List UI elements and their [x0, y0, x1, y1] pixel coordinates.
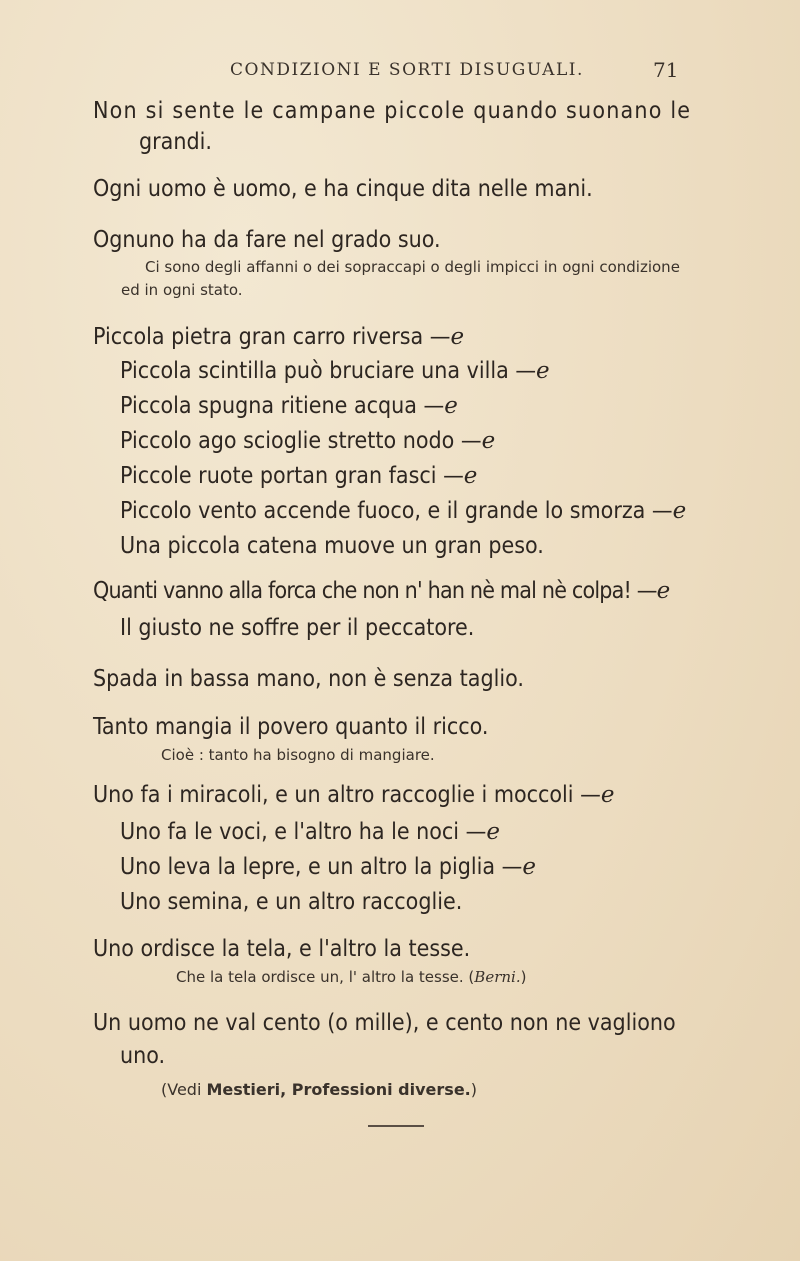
- proverb-line: [120, 821, 500, 844]
- variant-mark: e: [522, 854, 536, 880]
- header-title: CONDIZIONI E SORTI DISUGUALI.: [230, 60, 584, 80]
- variant-mark: e: [536, 358, 550, 384]
- reference-title: Mestieri, Professioni diverse.: [206, 1080, 471, 1099]
- note-text: ): [470, 1080, 477, 1099]
- note-line: Ci sono degli affanni o dei sopraccapi o degli impicci in ogni condizione: [145, 258, 680, 276]
- variant-mark: e: [600, 782, 615, 808]
- proverb-text: Uno fa i miracoli, e un altro raccoglie i moccoli —: [93, 782, 601, 808]
- proverb-line: Il giusto ne soffre per il peccatore.: [120, 615, 475, 641]
- proverb-line: Un uomo ne val cento (o mille), e cento non ne vagliono: [93, 1010, 676, 1036]
- proverb-text: Uno leva la lepre, e un altro la piglia —: [120, 854, 523, 880]
- proverb-text: Piccolo vento accende fuoco, e il grande lo smorza —: [120, 498, 673, 524]
- proverb-line: Ogni uomo è uomo, e ha cinque dita nelle mani.: [93, 176, 593, 202]
- proverb-line: Ognuno ha da fare nel grado suo.: [93, 227, 441, 253]
- proverb-text: Piccola pietra gran carro riversa —: [93, 324, 451, 350]
- cross-reference: [161, 1082, 477, 1098]
- note-line: ed in ogni stato.: [121, 281, 243, 299]
- variant-mark: e: [656, 578, 670, 604]
- running-header: [0, 60, 800, 90]
- proverb-line: [120, 430, 495, 453]
- proverb-line: [93, 580, 669, 603]
- proverb-line: Uno semina, e un altro raccoglie.: [120, 889, 463, 915]
- variant-mark: e: [444, 393, 458, 419]
- proverb-text: Piccole ruote portan gran fasci —: [120, 463, 464, 489]
- note-text: ): [520, 968, 527, 986]
- variant-mark: e: [463, 463, 478, 489]
- proverb-line: [120, 395, 458, 418]
- note-text: (Vedi: [161, 1080, 207, 1099]
- proverb-line: Una piccola catena muove un gran peso.: [120, 533, 544, 559]
- variant-mark: e: [481, 428, 496, 454]
- proverb-line: Uno ordisce la tela, e l'altro la tesse.: [93, 936, 471, 962]
- note-line: Cioè : tanto ha bisogno di mangiare.: [161, 746, 435, 764]
- variant-mark: e: [672, 498, 687, 524]
- proverb-line: [93, 784, 614, 807]
- proverb-line: [120, 856, 536, 879]
- proverb-text: Quanti vanno alla forca che non n' han nè mal nè colpa! —: [93, 578, 657, 604]
- section-rule: [368, 1125, 424, 1127]
- proverb-line: Non si sente le campane piccole quando suonano le: [93, 98, 692, 124]
- author-citation: Berni.: [474, 968, 521, 986]
- variant-mark: e: [450, 324, 465, 350]
- proverb-line: Tanto mangia il povero quanto il ricco.: [93, 714, 489, 740]
- page-number: 71: [653, 58, 679, 82]
- proverb-line: [120, 500, 686, 523]
- proverb-line: [120, 360, 550, 383]
- proverb-text: Piccola spugna ritiene acqua —: [120, 393, 445, 419]
- proverb-text: Piccolo ago scioglie stretto nodo —: [120, 428, 482, 454]
- proverb-line: grandi.: [139, 129, 212, 155]
- proverb-line: [120, 465, 477, 488]
- proverb-line: Spada in bassa mano, non è senza taglio.: [93, 666, 524, 692]
- note-line: [176, 970, 526, 985]
- proverb-text: Piccola scintilla può bruciare una villa —: [120, 358, 537, 384]
- proverb-line: [93, 326, 464, 349]
- proverb-line: uno.: [120, 1043, 166, 1069]
- proverb-text: Uno fa le voci, e l'altro ha le noci —: [120, 819, 487, 845]
- variant-mark: e: [486, 819, 500, 845]
- note-text: Che la tela ordisce un, l' altro la tesse. (: [176, 968, 475, 986]
